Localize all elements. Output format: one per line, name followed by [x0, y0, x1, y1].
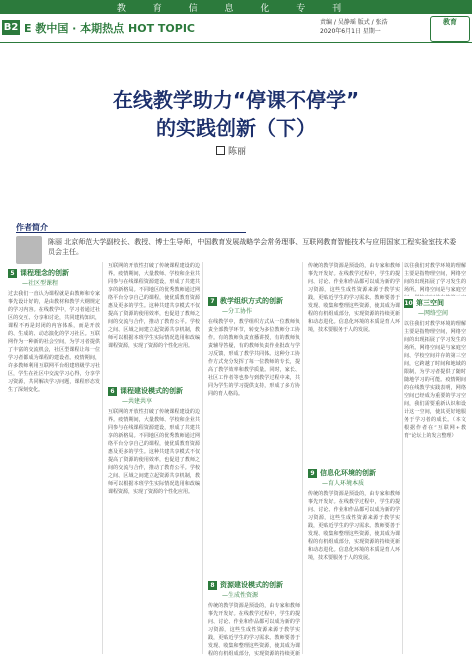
- author-intro: [16, 222, 460, 258]
- article-column-2-top: 互联网的开放性打破了传统课程建设的边界。疫情期间，大量教师、学校和企业共同参与在线课程资源建设，形成了共建共享的新格局。不同地区的优秀教师通过网络平台分享自己的课程，使优质教育资源惠及更多的学生。这种共建共享模式不仅提高了资源的使用效率，也促进了教师之间的交流与合作，推动了教育公平。学校之间、区域之间建立起资源共享机制，教师可以根据本班学生实际情况选用和改编课程资源，实现了资源的个性化应用。: [108, 263, 200, 349]
- newspaper-logo: 教育: [430, 16, 470, 42]
- article-column-3: 在线教学中，教学组织方式从一位教师负责全部教学环节，转变为多位教师分工协作。有的教师负责直播讲授，有的教师负责辅导答疑，有的教师负责作业批改与学习反馈，形成了教学共同体。这种分工协作方式充分发挥了每一位教师的专长，提高了教学效率和教学质量。同时，家长、社区工作者等也参与到教学过程中来，共同为学生的学习提供支持，形成了多方协同的育人格局。: [208, 319, 300, 397]
- masthead-strip: [0, 0, 472, 14]
- subhead-5: 5 课程理念的创新 —社区型课程: [8, 268, 69, 287]
- byline: 陈丽: [216, 144, 246, 157]
- article-column-5-top: 以往我们对教学环境的理解主要是指物理空间，网络空间的出现拓展了学习发生的场所。网络空间是与家庭空: [404, 263, 466, 293]
- article-title-line2: 的实践创新（下）: [156, 116, 316, 140]
- article-column-3-bottom: 传统的教学资源是预设的，由专家和教师事先开发好。在线教学过程中，学生的提问、讨论、作业和作品都可以成为新的学习资源，这些生成性资源来源于教学实践，更贴近学生的学习需求。教师要善于发现、收集和整理这些资源，使其成为课程的有机组成部分，实现资源的持续更新: [208, 603, 300, 657]
- masthead-text: 教 育 信 息 化 专 刊: [116, 4, 354, 14]
- page-header: [0, 16, 472, 43]
- column-divider: [202, 262, 203, 654]
- subhead-7: 7 教学组织方式的创新 —分工协作: [208, 296, 283, 315]
- column-divider: [102, 262, 103, 654]
- author-bio: 陈丽 北京师范大学副校长、教授、博士生导师，中国教育发展战略学会常务理事、互联网教育智能技术与应用国家工程实验室技术委员会主任。: [48, 238, 457, 256]
- article-column-1: 过去我们一直认为课程就是由教师和专家事先设计好的，是由教材和教学大纲规定的学习内容。在线教学中，学习者通过社区的交互、分享和讨论，共同建构知识，课程不再是封闭的内容体系，而是开放的、生成的、动态演化的学习社区。互联网作为一种新的社会空间，为学习者提供了丰富的交流机会，社区型课程让每一位学习者都成为课程的建设者。疫情期间，许多教师利用互联网平台组建班级学习社区，学生在社区中交流学习心得，分享学习资源，共同解决学习问题，课程形态发生了深刻变化。: [8, 291, 100, 393]
- page-meta: [320, 18, 388, 36]
- author-divider: [16, 232, 246, 233]
- article-title-line1: 在线教学助力“停课不停学”: [112, 88, 360, 112]
- date-line: 2020年6月1日 星期一: [320, 28, 381, 35]
- editor-line: 责编 / 吴静瑶 版式 / 张浩: [320, 19, 388, 26]
- column-divider: [302, 262, 303, 654]
- column-divider: [402, 262, 403, 654]
- article-column-4-top: 传统的教学资源是预设的，由专家和教师事先开发好。在线教学过程中，学生的提问、讨论、作业和作品都可以成为新的学习资源，这些生成性资源来源于教学实践，更贴近学生的学习需求。教师要善于发现、收集和整理这些资源，使其成为课程的有机组成部分，实现资源的持续更新和动态进化。信息化环境的本质是育人环境，技术要服务于人的发展。: [308, 263, 400, 333]
- author-heading: 作者简介: [16, 223, 48, 232]
- subhead-8: 8 资源建设模式的创新 —生成性资源: [208, 580, 283, 599]
- article-column-5: 以往我们对教学环境的理解主要是指物理空间，网络空间的出现拓展了学习发生的场所。网络空间是与家庭空间、学校空间并存的第三空间，它跨越了时间和地域的限制，为学习者提供了随时随地学习的可能。疫情期间的在线教学实践表明，网络空间已经成为重要的学习空间，我们需要重新认识和设计这一空间，使其更好地服务于学习者的成长。（本文根据作者在“互联网+教育”论坛上的发言整理）: [404, 321, 466, 439]
- subhead-9: 9 信息化环境的创新 —育人环境本质: [308, 468, 376, 487]
- subhead-6: 6 课程建设模式的创新 —共建共享: [108, 386, 183, 405]
- author-photo: [16, 236, 42, 264]
- article-column-4: 传统的教学资源是预设的，由专家和教师事先开发好。在线教学过程中，学生的提问、讨论、作业和作品都可以成为新的学习资源，这些生成性资源来源于教学实践，更贴近学生的学习需求。教师要善于发现、收集和整理这些资源，使其成为课程的有机组成部分，实现资源的持续更新和动态进化。信息化环境的本质是育人环境，技术要服务于人的发展。: [308, 491, 400, 561]
- byline-box-icon: [216, 146, 225, 155]
- article-column-2: 互联网的开放性打破了传统课程建设的边界。疫情期间，大量教师、学校和企业共同参与在线课程资源建设，形成了共建共享的新格局。不同地区的优秀教师通过网络平台分享自己的课程，使优质教育资源惠及更多的学生。这种共建共享模式不仅提高了资源的使用效率，也促进了教师之间的交流与合作，推动了教育公平。学校之间、区域之间建立起资源共享机制，教师可以根据本班学生实际情况选用和改编课程资源，实现了资源的个性化应用。: [108, 409, 200, 495]
- page-number: B2: [3, 22, 19, 33]
- section-title: E 教中国 · 本期热点 HOT TOPIC: [24, 22, 195, 35]
- subhead-10: 10 第三空间 —网络空间: [404, 299, 449, 317]
